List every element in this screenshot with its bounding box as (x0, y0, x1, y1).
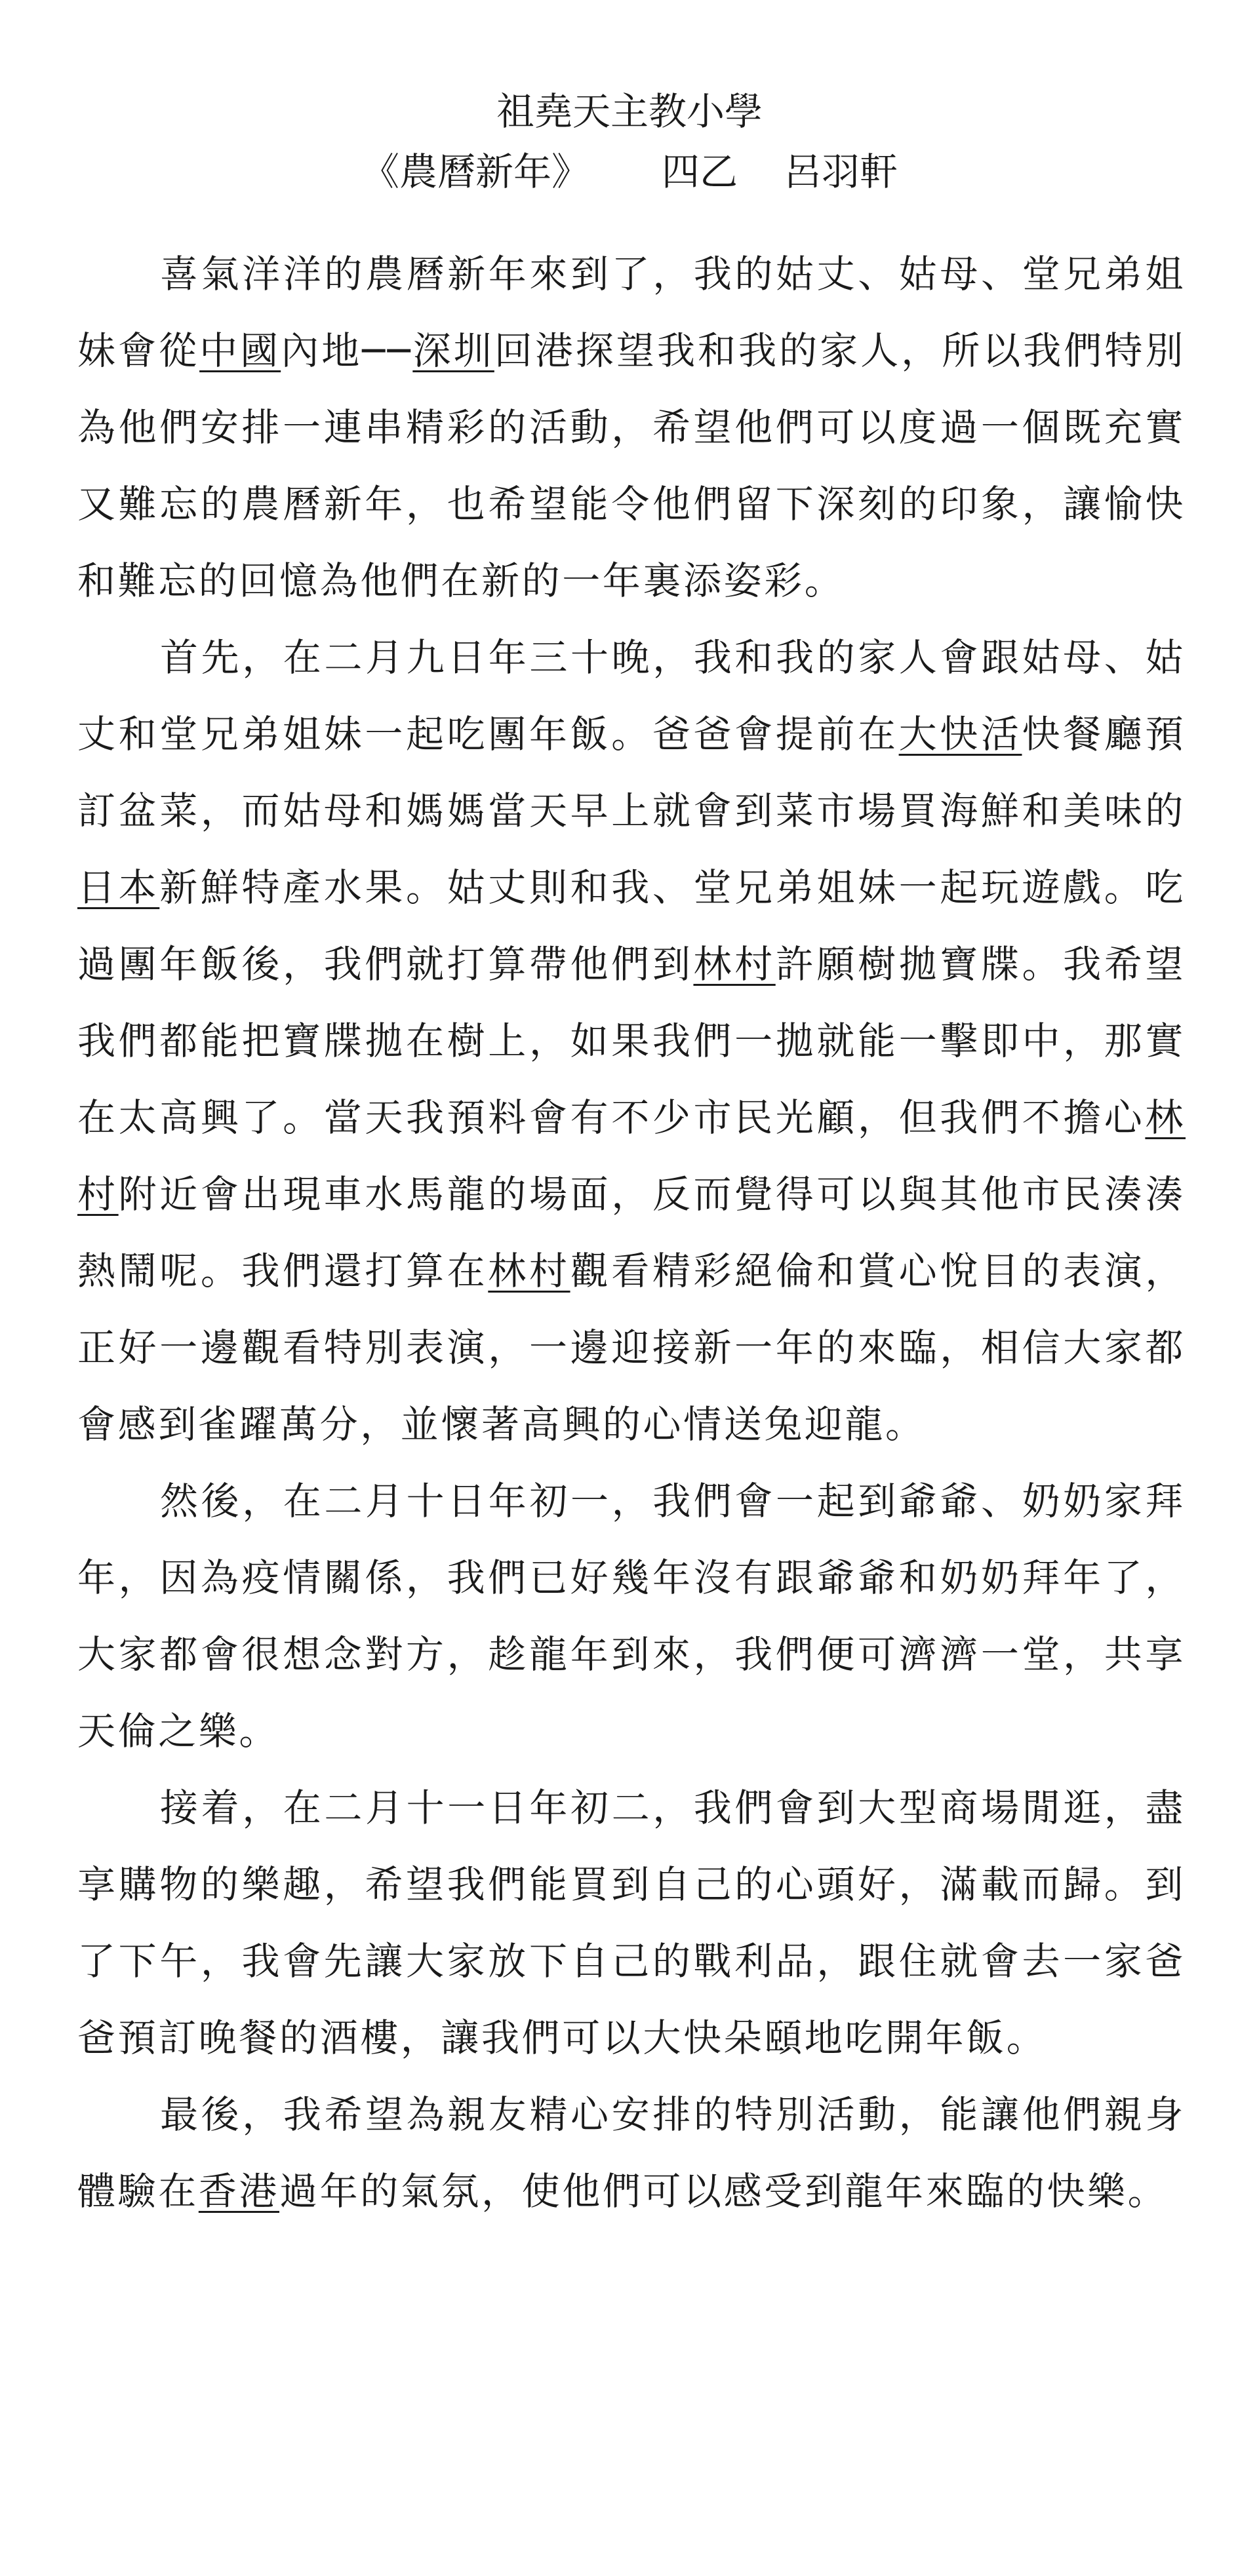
essay-title: 《農曆新年》 (361, 149, 590, 194)
author-name: 呂羽軒 (784, 149, 898, 194)
text-segment: 許願樹拋寶牒。我希望我們都能把寶牒拋在樹上，如果我們一拋就能一擊即中，那實在太高興了。當天我預料會有不少市民光顧，但我們不擔心 (77, 942, 1186, 1140)
paragraph-1 (77, 236, 1186, 619)
school-name: 祖堯天主教小學 (496, 89, 763, 134)
text-segment: 回港探望我和我的家人，所以我們特別為他們安排一連串精彩的活動，希望他們可以度過一個既充實又難忘的農曆新年，也希望能令他們留下深刻的印象，讓愉快和難忘的回憶為他們在新的一年裏添姿彩。 (77, 328, 1186, 603)
text-segment: 新鮮特產水果。姑丈則和我、堂兄弟姐妹一起玩遊戲。吃過團年飯後，我們就打算帶他們到 (77, 865, 1186, 986)
underlined-place-name: 中國 (199, 328, 281, 373)
text-segment: 喜氣洋洋的農曆新年來到了，我的姑丈、姑母、堂兄弟姐妹會從 (77, 252, 1186, 373)
underlined-place-name: 日本 (77, 865, 160, 910)
paragraph-5 (77, 2077, 1186, 2230)
text-segment: 過年的氣氛，使他們可以感受到龍年來臨的快樂。 (279, 2169, 1169, 2214)
underlined-proper-noun: 大快活 (898, 712, 1022, 756)
text-segment: 最後，我希望為親友精心安排的特別活動，能讓他們親身體驗在 (77, 2092, 1186, 2214)
text-segment: 然後，在二月十日年初一，我們會一起到爺爺、奶奶家拜年，因為疫情關係，我們已好幾年沒有跟爺爺和奶奶拜年了，大家都會很想念對方，趁龍年到來，我們便可濟濟一堂，共享天倫之樂。 (77, 1479, 1186, 1753)
underlined-place-name: 林村 (488, 1249, 570, 1293)
paragraph-2 (77, 619, 1186, 1463)
class-name: 四乙 (661, 149, 738, 194)
underlined-place-name: 林村 (77, 1095, 1186, 1217)
text-segment: 首先，在二月九日年三十晚，我和我的家人會跟姑母、姑丈和堂兄弟姐妹一起吃團年飯。爸爸會提前在 (77, 635, 1186, 756)
title-line (0, 146, 1259, 198)
underlined-place-name: 林村 (693, 942, 776, 986)
paragraph-4 (77, 1770, 1186, 2077)
underlined-place-name: 深圳 (412, 328, 494, 373)
essay-body (77, 236, 1186, 2230)
text-segment: 附近會出現車水馬龍的場面，反而覺得可以與其他市民湊湊熱鬧呢。我們還打算在 (77, 1172, 1186, 1293)
text-segment: 觀看精彩絕倫和賞心悅目的表演，正好一邊觀看特別表演，一邊迎接新一年的來臨，相信大家都會感到雀躍萬分，並懷著高興的心情送兔迎龍。 (77, 1249, 1186, 1447)
text-segment: 快餐廳預訂盆菜，而姑母和媽媽當天早上就會到菜市場買海鮮和美味的 (77, 712, 1186, 833)
text-segment: 接着，在二月十一日年初二，我們會到大型商場閒逛，盡享購物的樂趣，希望我們能買到自己的心頭好，滿載而歸。到了下午，我會先讓大家放下自己的戰利品，跟住就會去一家爸爸預訂晚餐的酒樓，讓我們可以大快朵頤地吃開年飯。 (77, 1786, 1186, 2060)
underlined-place-name: 香港 (198, 2169, 280, 2214)
text-segment: 內地── (281, 328, 413, 373)
paragraph-3 (77, 1463, 1186, 1770)
